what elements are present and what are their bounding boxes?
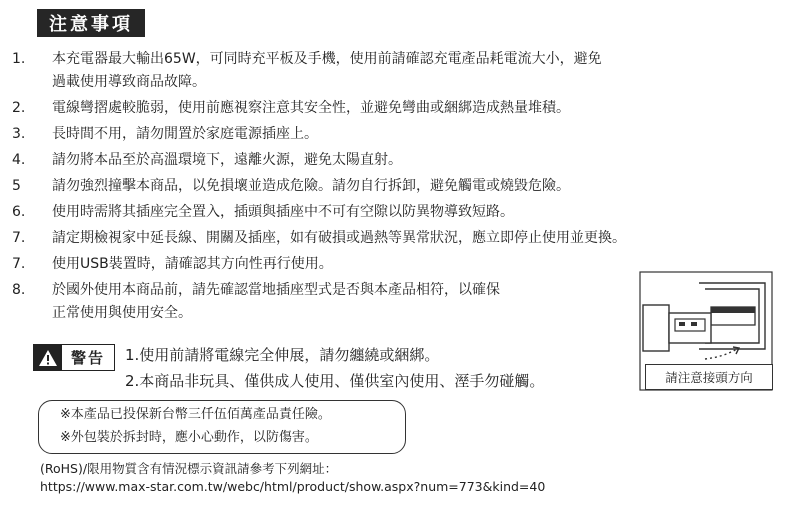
item-number: 7. [12,230,26,246]
warning-line: 1.使用前請將電線完全伸展，請勿纏繞或綑綁。 [125,346,440,364]
item-text: 電線彎摺處較脆弱，使用前應視察注意其安全性，並避免彎曲或綑綁造成熱量堆積。 [52,100,570,116]
item-number: 3. [12,126,26,142]
section-title: 注意事項 [37,9,145,37]
item-number: 6. [12,204,26,220]
item-text: 請勿強烈撞擊本商品，以免損壞並造成危險。請勿自行拆卸，避免觸電或燒毀危險。 [52,178,570,194]
notice-line: ※本產品已投保新台幣三仟伍佰萬產品責任險。 [60,407,331,422]
rohs-url: https://www.max-star.com.tw/webc/html/product/show.aspx?num=773&kind=40 [40,479,546,494]
usb-plug-icon [643,305,711,351]
item-text: 長時間不用，請勿閒置於家庭電源插座上。 [52,126,318,142]
warning-badge [33,344,115,371]
warning-label: 警告 [62,345,114,370]
item-text: 本充電器最大輸出65W，可同時充平板及手機，使用前請確認充電產品耗電流大小，避免 [52,51,602,67]
item-number: 8. [12,282,26,298]
warning-line: 2.本商品非玩具、僅供成人使用、僅供室內使用、溼手勿碰觸。 [125,372,545,390]
item-text: 使用時需將其插座完全置入，插頭與插座中不可有空隙以防異物導致短路。 [52,204,514,220]
rohs-info: (RoHS)/限用物質含有情況標示資訊請參考下列網址： [40,461,338,476]
item-text: 請勿將本品至於高溫環境下，遠離火源，避免太陽直射。 [52,152,402,168]
item-number: 2. [12,100,26,116]
item-text: 請定期檢視家中延長線、開關及插座，如有破損或過熱等異常狀況，應立即停止使用並更換。 [52,230,626,246]
warning-triangle-icon [34,345,62,370]
item-number: 7. [12,256,26,272]
item-number: 1. [12,51,26,67]
item-text: 於國外使用本商品前，請先確認當地插座型式是否與本產品相符，以確保 [52,282,500,298]
item-text-continued: 過載使用導致商品故障。 [52,74,206,90]
item-number: 5 [12,178,21,194]
diagram-caption: 請注意接頭方向 [645,364,773,390]
item-text-continued: 正常使用與使用安全。 [52,305,192,321]
item-text: 使用USB裝置時，請確認其方向性再行使用。 [52,256,333,272]
notice-line: ※外包裝於拆封時，應小心動作，以防傷害。 [60,430,318,445]
item-number: 4. [12,152,26,168]
